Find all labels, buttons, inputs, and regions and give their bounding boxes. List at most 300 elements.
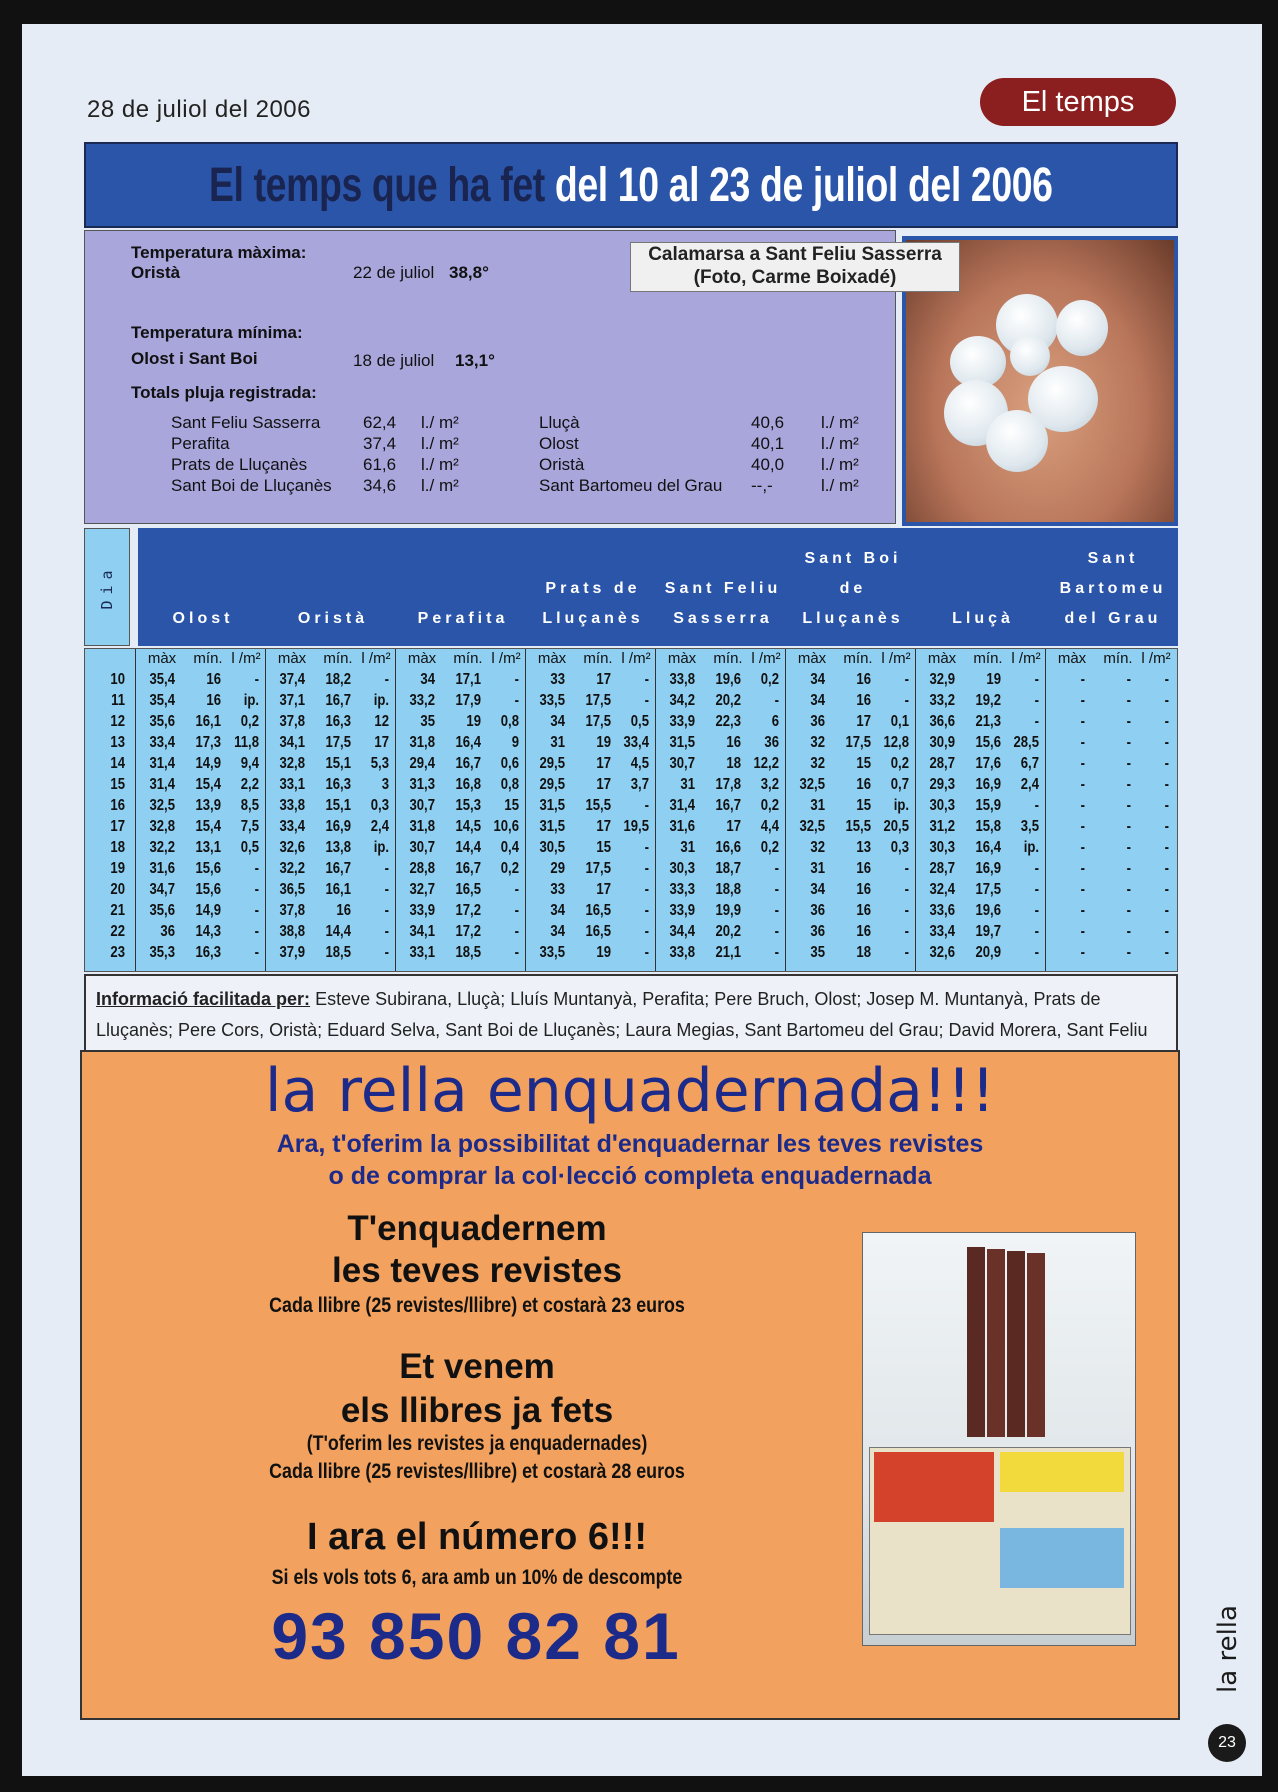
column-header: mín. bbox=[973, 650, 1003, 667]
table-cell: 36 bbox=[810, 713, 825, 730]
table-cell: - bbox=[1034, 860, 1039, 877]
table-cell: 18,7 bbox=[715, 860, 741, 877]
location-header bbox=[1048, 544, 1178, 634]
table-cell: 15,5 bbox=[585, 797, 611, 814]
rain-value: --,- bbox=[751, 476, 773, 495]
table-cell: - bbox=[644, 860, 649, 877]
table-cell: - bbox=[1034, 797, 1039, 814]
table-cell: 36 bbox=[160, 923, 175, 940]
table-cell: 32,9 bbox=[929, 671, 955, 688]
column-header: l /m² bbox=[621, 650, 651, 667]
table-cell: 31,5 bbox=[539, 797, 565, 814]
table-cell: 17 bbox=[596, 881, 611, 898]
day-cell: 14 bbox=[110, 755, 125, 772]
page-title bbox=[84, 142, 1178, 228]
location-header-line: Perafita bbox=[417, 610, 509, 627]
table-cell: 34 bbox=[420, 671, 435, 688]
table-cell: - bbox=[1080, 734, 1085, 751]
table-cell: 17,3 bbox=[195, 734, 221, 751]
day-column-header: Dia bbox=[84, 528, 130, 646]
section-tag: El temps bbox=[980, 78, 1176, 126]
location-header-line: Lluçà bbox=[952, 610, 1014, 627]
column-header: l /m² bbox=[491, 650, 521, 667]
book-spine-image bbox=[1007, 1251, 1025, 1437]
location-header bbox=[788, 544, 918, 634]
table-cell: ip. bbox=[893, 797, 909, 814]
min-temp-place: Olost i Sant Boi bbox=[131, 349, 258, 368]
table-cell: 36,5 bbox=[279, 881, 305, 898]
table-cell: 0,7 bbox=[890, 776, 909, 793]
table-cell: 33,9 bbox=[669, 902, 695, 919]
table-cell: 30,3 bbox=[929, 839, 955, 856]
table-cell: 31,8 bbox=[409, 818, 435, 835]
table-cell: - bbox=[774, 860, 779, 877]
table-cell: 14,9 bbox=[195, 755, 221, 772]
table-cell: - bbox=[1080, 755, 1085, 772]
table-cell: 19 bbox=[596, 734, 611, 751]
table-cell: - bbox=[1080, 902, 1085, 919]
rain-value: 37,4 bbox=[363, 434, 397, 453]
table-cell: 16,5 bbox=[585, 902, 611, 919]
table-cell: 32,5 bbox=[799, 818, 825, 835]
day-cell: 19 bbox=[110, 860, 125, 877]
table-cell: - bbox=[1080, 797, 1085, 814]
table-cell: 19 bbox=[466, 713, 481, 730]
table-cell: 21,3 bbox=[975, 713, 1001, 730]
column-header: l /m² bbox=[751, 650, 781, 667]
table-cell: - bbox=[904, 944, 909, 961]
table-cell: 38,8 bbox=[279, 923, 305, 940]
table-cell: 12 bbox=[374, 713, 389, 730]
table-cell: 35 bbox=[420, 713, 435, 730]
table-cell: 16 bbox=[726, 734, 741, 751]
table-cell: - bbox=[254, 902, 259, 919]
table-cell: 20,9 bbox=[975, 944, 1001, 961]
location-header-line: Oristà bbox=[297, 610, 369, 627]
table-cell: 34 bbox=[810, 671, 825, 688]
min-temp-label: Temperatura mínima: bbox=[131, 323, 303, 342]
table-cell: 33,1 bbox=[279, 776, 305, 793]
table-cell: 16 bbox=[336, 902, 351, 919]
column-divider bbox=[395, 649, 396, 971]
offer3-title: I ara el número 6!!! bbox=[307, 1516, 647, 1558]
table-cell: 16 bbox=[856, 923, 871, 940]
column-divider bbox=[525, 649, 526, 971]
table-cell: 35,4 bbox=[149, 671, 175, 688]
table-cell: 16,9 bbox=[975, 860, 1001, 877]
table-cell: - bbox=[254, 671, 259, 688]
table-cell: 2,2 bbox=[240, 776, 259, 793]
table-cell: - bbox=[1164, 818, 1169, 835]
table-cell: - bbox=[514, 902, 519, 919]
table-cell: - bbox=[904, 692, 909, 709]
table-cell: 32,8 bbox=[279, 755, 305, 772]
table-cell: 9,4 bbox=[240, 755, 259, 772]
table-cell: - bbox=[1126, 734, 1131, 751]
table-cell: 32 bbox=[810, 755, 825, 772]
table-cell: 32,8 bbox=[149, 818, 175, 835]
table-cell: 0,2 bbox=[240, 713, 259, 730]
table-cell: - bbox=[1126, 776, 1131, 793]
column-header: l /m² bbox=[231, 650, 261, 667]
table-cell: 14,9 bbox=[195, 902, 221, 919]
table-cell: 33,9 bbox=[409, 902, 435, 919]
table-cell: - bbox=[1164, 797, 1169, 814]
table-cell: - bbox=[384, 671, 389, 688]
table-cell: 16,3 bbox=[325, 776, 351, 793]
table-cell: - bbox=[1034, 671, 1039, 688]
table-cell: 33,1 bbox=[409, 944, 435, 961]
table-cell: - bbox=[1126, 860, 1131, 877]
table-cell: 17,5 bbox=[325, 734, 351, 751]
table-cell: 18,5 bbox=[455, 944, 481, 961]
offer2-line1: Et venem bbox=[399, 1347, 555, 1386]
table-cell: 19 bbox=[596, 944, 611, 961]
table-cell: 32,2 bbox=[149, 839, 175, 856]
table-cell: 29,5 bbox=[539, 755, 565, 772]
rain-unit: l./ m² bbox=[821, 434, 859, 453]
table-cell: 31,4 bbox=[669, 797, 695, 814]
day-cell: 23 bbox=[110, 944, 125, 961]
table-cell: 20,5 bbox=[883, 818, 909, 835]
table-cell: - bbox=[1080, 776, 1085, 793]
table-cell: 30,7 bbox=[409, 839, 435, 856]
table-cell: 16,7 bbox=[455, 755, 481, 772]
table-cell: 33,8 bbox=[669, 671, 695, 688]
table-cell: 16,6 bbox=[715, 839, 741, 856]
table-cell: 17,5 bbox=[585, 692, 611, 709]
column-header: l /m² bbox=[1011, 650, 1041, 667]
title-part-light: del 10 al 23 de juliol del 2006 bbox=[555, 158, 1053, 212]
table-cell: 3,5 bbox=[1020, 818, 1039, 835]
table-cell: 28,7 bbox=[929, 755, 955, 772]
rain-place: Prats de Lluçanès bbox=[171, 455, 308, 474]
table-cell: 32,6 bbox=[929, 944, 955, 961]
table-cell: 19 bbox=[986, 671, 1001, 688]
table-cell: 34,7 bbox=[149, 881, 175, 898]
table-cell: - bbox=[1126, 671, 1131, 688]
table-cell: - bbox=[774, 944, 779, 961]
table-cell: - bbox=[1164, 692, 1169, 709]
table-cell: 16,4 bbox=[975, 839, 1001, 856]
table-cell: - bbox=[514, 923, 519, 940]
table-cell: - bbox=[774, 692, 779, 709]
title-part-dark: El temps que ha fet bbox=[209, 158, 546, 212]
location-header-line: Olost bbox=[172, 610, 234, 627]
table-cell: - bbox=[904, 902, 909, 919]
table-cell: 17 bbox=[596, 776, 611, 793]
table-cell: 31 bbox=[810, 860, 825, 877]
table-cell: - bbox=[384, 923, 389, 940]
column-divider bbox=[1045, 649, 1046, 971]
table-cell: 16 bbox=[856, 902, 871, 919]
table-cell: - bbox=[1164, 734, 1169, 751]
table-cell: 32 bbox=[810, 839, 825, 856]
column-divider bbox=[785, 649, 786, 971]
table-cell: - bbox=[1164, 902, 1169, 919]
table-cell: 17 bbox=[596, 818, 611, 835]
table-cell: 36 bbox=[810, 902, 825, 919]
table-cell: 19,5 bbox=[623, 818, 649, 835]
table-cell: - bbox=[514, 881, 519, 898]
rain-place: Sant Bartomeu del Grau bbox=[539, 476, 723, 495]
table-cell: 35,6 bbox=[149, 713, 175, 730]
table-cell: - bbox=[384, 944, 389, 961]
table-cell: 32,5 bbox=[799, 776, 825, 793]
location-header bbox=[268, 604, 398, 634]
table-cell: 16,7 bbox=[325, 692, 351, 709]
column-divider bbox=[915, 649, 916, 971]
table-cell: - bbox=[1164, 671, 1169, 688]
column-header: mín. bbox=[1103, 650, 1133, 667]
table-cell: 18,2 bbox=[325, 671, 351, 688]
offer3-condition: Si els vols tots 6, ara amb un 10% de descompte bbox=[271, 1566, 683, 1589]
table-cell: 16,8 bbox=[455, 776, 481, 793]
table-cell: 16,9 bbox=[325, 818, 351, 835]
table-cell: - bbox=[1034, 713, 1039, 730]
table-cell: 9 bbox=[511, 734, 519, 751]
table-cell: 19,6 bbox=[975, 902, 1001, 919]
table-cell: 17 bbox=[726, 818, 741, 835]
table-cell: - bbox=[1080, 944, 1085, 961]
rain-value: 61,6 bbox=[363, 455, 397, 474]
table-cell: - bbox=[774, 881, 779, 898]
column-header: màx bbox=[147, 650, 177, 667]
table-cell: 37,4 bbox=[279, 671, 305, 688]
rain-place: Sant Feliu Sasserra bbox=[171, 413, 321, 432]
table-cell: 0,2 bbox=[760, 839, 779, 856]
offer2-note: (T'oferim les revistes ja enquadernades) bbox=[306, 1432, 648, 1455]
bound-books-photo bbox=[862, 1232, 1136, 1646]
table-cell: 33,4 bbox=[149, 734, 175, 751]
rain-unit: l./ m² bbox=[421, 413, 459, 432]
table-cell: 4,4 bbox=[760, 818, 779, 835]
table-cell: - bbox=[774, 902, 779, 919]
table-cell: 35,3 bbox=[149, 944, 175, 961]
table-cell: 15,6 bbox=[195, 860, 221, 877]
table-cell: 32,2 bbox=[279, 860, 305, 877]
table-cell: 16 bbox=[206, 671, 221, 688]
table-cell: - bbox=[644, 839, 649, 856]
table-cell: 16,5 bbox=[455, 881, 481, 898]
location-header bbox=[918, 604, 1048, 634]
table-cell: - bbox=[1164, 776, 1169, 793]
table-cell: 3,2 bbox=[760, 776, 779, 793]
table-cell: 28,7 bbox=[929, 860, 955, 877]
table-cell: 31,6 bbox=[669, 818, 695, 835]
table-cell: - bbox=[644, 692, 649, 709]
location-header-line: Bartomeu bbox=[1059, 580, 1167, 597]
table-cell: 16 bbox=[856, 881, 871, 898]
column-header: mín. bbox=[583, 650, 613, 667]
table-cell: 7,5 bbox=[240, 818, 259, 835]
table-cell: - bbox=[904, 860, 909, 877]
table-cell: 16 bbox=[856, 671, 871, 688]
table-cell: - bbox=[1080, 692, 1085, 709]
table-cell: 2,4 bbox=[1020, 776, 1039, 793]
table-cell: - bbox=[1080, 839, 1085, 856]
table-cell: 28,8 bbox=[409, 860, 435, 877]
table-cell: - bbox=[644, 902, 649, 919]
table-cell: 33,4 bbox=[623, 734, 649, 751]
rain-place: Oristà bbox=[539, 455, 585, 474]
day-cell: 20 bbox=[110, 881, 125, 898]
rain-value: 40,0 bbox=[751, 455, 785, 474]
table-cell: - bbox=[1126, 944, 1131, 961]
table-cell: 17,9 bbox=[455, 692, 481, 709]
day-cell: 15 bbox=[110, 776, 125, 793]
table-cell: 17,5 bbox=[585, 860, 611, 877]
table-cell: 22,3 bbox=[715, 713, 741, 730]
table-cell: 17,5 bbox=[585, 713, 611, 730]
table-cell: 32,7 bbox=[409, 881, 435, 898]
location-header bbox=[398, 604, 528, 634]
table-cell: 31 bbox=[810, 797, 825, 814]
column-header: màx bbox=[407, 650, 437, 667]
info-label: Informació facilitada per: bbox=[96, 989, 311, 1009]
table-cell: 18 bbox=[856, 944, 871, 961]
rain-unit: l./ m² bbox=[821, 413, 859, 432]
table-cell: - bbox=[1034, 902, 1039, 919]
table-cell: 17,5 bbox=[975, 881, 1001, 898]
table-cell: 13,1 bbox=[195, 839, 221, 856]
info-credits bbox=[84, 974, 1178, 1058]
table-cell: 19,2 bbox=[975, 692, 1001, 709]
table-cell: - bbox=[1126, 923, 1131, 940]
rain-place: Olost bbox=[539, 434, 579, 453]
table-cell: 16 bbox=[856, 860, 871, 877]
table-cell: - bbox=[514, 671, 519, 688]
table-cell: 16 bbox=[206, 692, 221, 709]
table-cell: - bbox=[254, 923, 259, 940]
table-cell: - bbox=[1164, 713, 1169, 730]
magazine-brand: la rella bbox=[1213, 1605, 1243, 1693]
table-cell: 0,4 bbox=[500, 839, 519, 856]
rain-place: Perafita bbox=[171, 434, 230, 453]
table-cell: 34,1 bbox=[409, 923, 435, 940]
table-cell: - bbox=[904, 671, 909, 688]
column-header: mín. bbox=[323, 650, 353, 667]
table-cell: 31,4 bbox=[149, 755, 175, 772]
table-cell: 15,9 bbox=[975, 797, 1001, 814]
column-header: màx bbox=[667, 650, 697, 667]
table-cell: 13,9 bbox=[195, 797, 221, 814]
table-cell: - bbox=[1034, 881, 1039, 898]
table-cell: 11,8 bbox=[234, 734, 259, 751]
table-cell: 29,5 bbox=[539, 776, 565, 793]
binding-advert bbox=[80, 1050, 1180, 1720]
table-cell: 33,3 bbox=[669, 881, 695, 898]
table-cell: 31,2 bbox=[929, 818, 955, 835]
rain-unit: l./ m² bbox=[421, 476, 459, 495]
column-header: mín. bbox=[453, 650, 483, 667]
location-header-line: Sasserra bbox=[673, 610, 773, 627]
max-temp-label: Temperatura màxima: bbox=[131, 243, 307, 262]
table-cell: 33,8 bbox=[279, 797, 305, 814]
table-cell: 30,7 bbox=[669, 755, 695, 772]
table-cell: 3,7 bbox=[630, 776, 649, 793]
table-cell: 16 bbox=[856, 692, 871, 709]
table-cell: 16 bbox=[856, 776, 871, 793]
column-header: màx bbox=[927, 650, 957, 667]
table-cell: - bbox=[254, 944, 259, 961]
table-cell: 35,4 bbox=[149, 692, 175, 709]
table-cell: 31,6 bbox=[149, 860, 175, 877]
table-cell: 15,4 bbox=[195, 818, 221, 835]
rain-label: Totals pluja registrada: bbox=[131, 383, 317, 402]
table-cell: 12,8 bbox=[883, 734, 909, 751]
column-header: màx bbox=[277, 650, 307, 667]
table-cell: - bbox=[644, 944, 649, 961]
table-cell: 33,2 bbox=[929, 692, 955, 709]
table-cell: 32,6 bbox=[279, 839, 305, 856]
table-cell: - bbox=[1164, 923, 1169, 940]
rain-value: 62,4 bbox=[363, 413, 397, 432]
table-cell: 15,6 bbox=[195, 881, 221, 898]
offer1-condition: Cada llibre (25 revistes/llibre) et costarà 23 euros bbox=[269, 1294, 685, 1317]
column-header: mín. bbox=[193, 650, 223, 667]
rain-value: 40,6 bbox=[751, 413, 785, 432]
day-cell: 13 bbox=[110, 734, 125, 751]
table-cell: 32 bbox=[810, 734, 825, 751]
table-cell: 15 bbox=[856, 797, 871, 814]
table-header bbox=[84, 528, 1178, 646]
table-cell: 17,2 bbox=[455, 923, 481, 940]
table-cell: 20,2 bbox=[715, 923, 741, 940]
table-cell: - bbox=[1126, 713, 1131, 730]
column-divider bbox=[135, 649, 136, 971]
column-header: màx bbox=[537, 650, 567, 667]
table-cell: ip. bbox=[373, 839, 389, 856]
table-cell: 37,8 bbox=[279, 902, 305, 919]
location-header-line: del Grau bbox=[1064, 610, 1162, 627]
table-cell: 13,8 bbox=[325, 839, 351, 856]
table-cell: 0,2 bbox=[760, 671, 779, 688]
table-cell: - bbox=[1034, 923, 1039, 940]
rain-place: Lluçà bbox=[539, 413, 580, 432]
ad-subtitle-2: o de comprar la col·lecció completa enquadernada bbox=[328, 1162, 932, 1190]
table-cell: 30,3 bbox=[669, 860, 695, 877]
hailstone-image bbox=[986, 410, 1048, 472]
table-cell: 33 bbox=[550, 881, 565, 898]
day-cell: 16 bbox=[110, 797, 125, 814]
table-cell: 16,4 bbox=[455, 734, 481, 751]
rain-unit: l./ m² bbox=[421, 455, 459, 474]
table-cell: 29,3 bbox=[929, 776, 955, 793]
location-header bbox=[138, 604, 268, 634]
table-cell: - bbox=[514, 944, 519, 961]
table-cell: - bbox=[1126, 692, 1131, 709]
photo-caption bbox=[630, 242, 960, 292]
column-header: màx bbox=[797, 650, 827, 667]
table-cell: 31 bbox=[550, 734, 565, 751]
column-header: mín. bbox=[843, 650, 873, 667]
table-cell: 0,1 bbox=[890, 713, 909, 730]
table-cell: 17,8 bbox=[715, 776, 741, 793]
table-cell: - bbox=[644, 671, 649, 688]
min-temp-value: 13,1° bbox=[455, 351, 495, 370]
table-cell: 16,7 bbox=[455, 860, 481, 877]
table-cell: 18,5 bbox=[325, 944, 351, 961]
table-cell: 36 bbox=[810, 923, 825, 940]
phone-number[interactable]: 93 850 82 81 bbox=[271, 1599, 681, 1673]
table-cell: 0,6 bbox=[500, 755, 519, 772]
table-cell: - bbox=[1080, 713, 1085, 730]
location-header-line: Lluçanès bbox=[542, 610, 644, 627]
book-spine-image bbox=[1027, 1253, 1045, 1437]
table-cell: 34 bbox=[550, 713, 565, 730]
table-cell: 16,9 bbox=[975, 776, 1001, 793]
